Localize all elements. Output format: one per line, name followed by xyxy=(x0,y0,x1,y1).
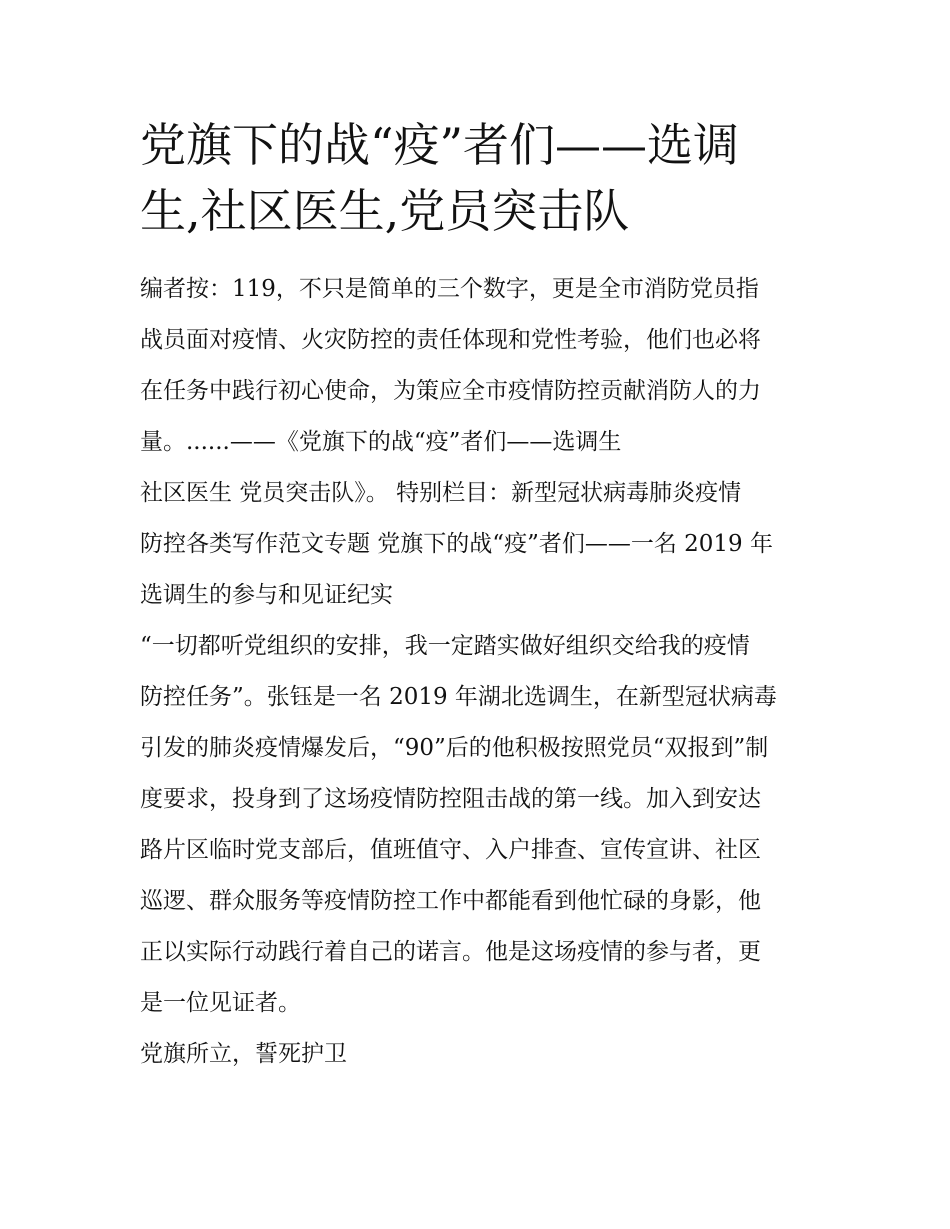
text-line: 路片区临时党支部后，值班值守、入户排查、宣传宣讲、社区 xyxy=(140,837,761,863)
text-line: 社区医生 党员突击队》。 特别栏目：新型冠状病毒肺炎疫情 xyxy=(140,480,742,506)
document-page xyxy=(140,112,820,1080)
title-line-1: 党旗下的战“疫”者们——选调 xyxy=(140,118,740,172)
editor-note-paragraph xyxy=(140,264,820,621)
text-line: 在任务中践行初心使命，为策应全市疫情防控贡献消防人的力 xyxy=(140,378,761,404)
text-line: 党旗所立，誓死护卫 xyxy=(140,1041,347,1067)
text-line: 防控各类写作范文专题 党旗下的战“疫”者们——一名 2019 年 xyxy=(140,531,773,557)
text-line: 是一位见证者。 xyxy=(140,990,301,1016)
text-line: 引发的肺炎疫情爆发后，“90”后的他积极按照党员“双报到”制 xyxy=(140,735,769,761)
title-line-2: 生,社区医生,党员突击队 xyxy=(140,184,630,238)
text-line: 量。......——《党旗下的战“疫”者们——选调生 xyxy=(140,429,622,455)
text-line: 巡逻、群众服务等疫情防控工作中都能看到他忙碌的身影，他 xyxy=(140,888,761,914)
text-line: “一切都听党组织的安排，我一定踏实做好组织交给我的疫情 xyxy=(140,633,750,659)
text-line: 防控任务”。张钰是一名 2019 年湖北选调生，在新型冠状病毒 xyxy=(140,684,777,710)
section-heading-paragraph xyxy=(140,1029,820,1080)
text-line: 战员面对疫情、火灾防控的责任体现和党性考验，他们也必将 xyxy=(140,327,761,353)
text-line: 选调生的参与和见证纪实 xyxy=(140,582,393,608)
text-line: 正以实际行动践行着自己的诺言。他是这场疫情的参与者，更 xyxy=(140,939,761,965)
document-title xyxy=(140,112,820,244)
body-paragraph xyxy=(140,621,820,1029)
text-line: 编者按：119，不只是简单的三个数字，更是全市消防党员指 xyxy=(140,276,759,302)
text-line: 度要求，投身到了这场疫情防控阻击战的第一线。加入到安达 xyxy=(140,786,761,812)
